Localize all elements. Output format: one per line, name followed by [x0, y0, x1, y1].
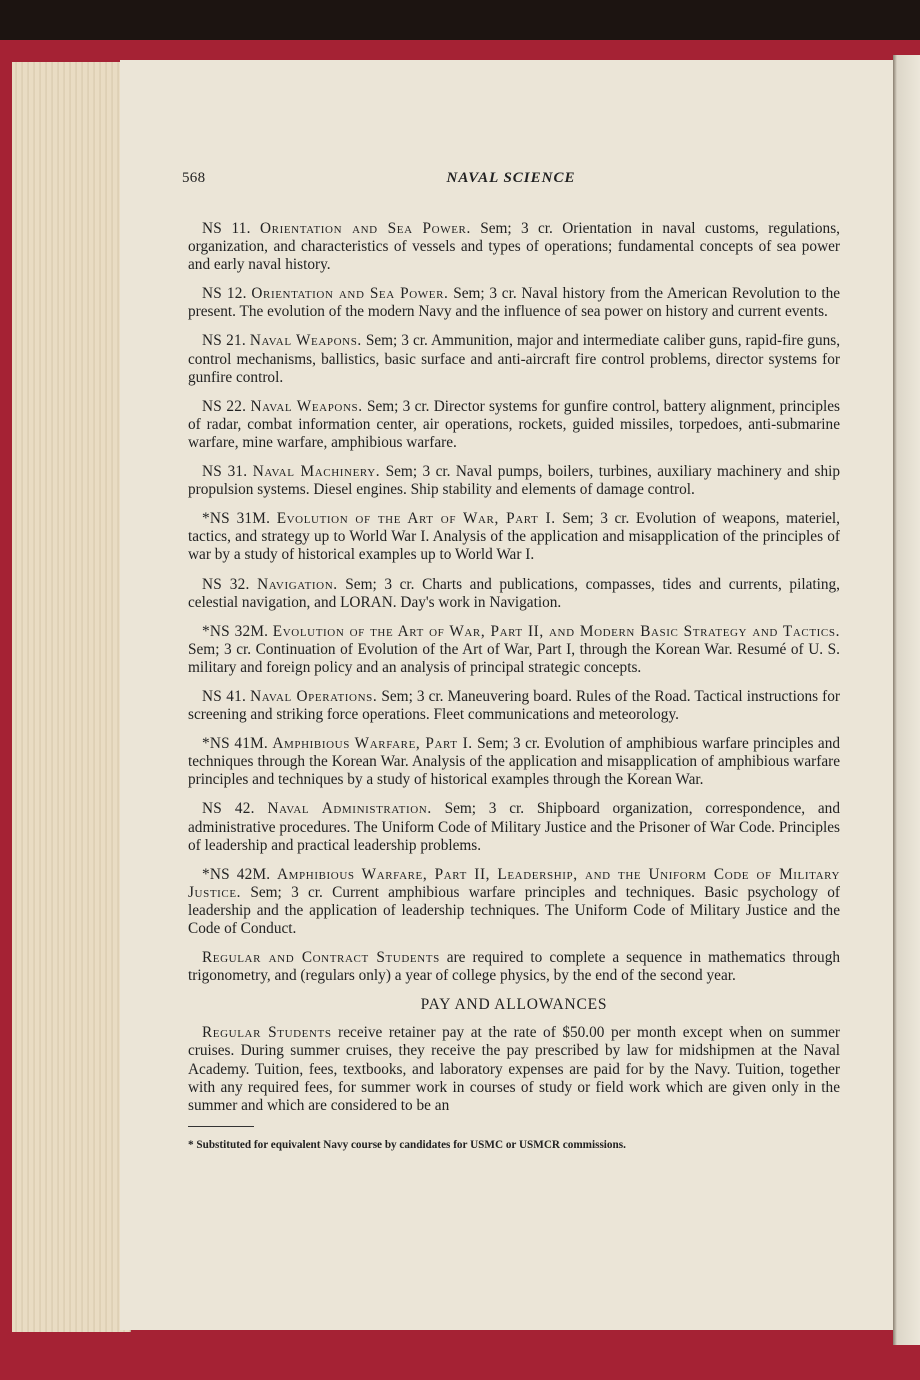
regular-contract-text: are required to complete a sequence in mathematics through trigonometry, and (regulars only) a year of college physics, by the end of the second year. [188, 949, 840, 985]
course-description: Sem; 3 cr. Orientation in naval customs, regulations, organization, and characteristics of vessels and types of operations; fundamental concepts of sea power and early naval history. [188, 220, 840, 274]
course-entry [188, 398, 840, 452]
course-code: NS 12. [202, 285, 247, 303]
course-code: NS 32. [202, 575, 250, 593]
course-entry [188, 576, 840, 612]
course-title: Evolution of the Art of War, Part I. [276, 510, 556, 528]
course-entry [188, 220, 840, 274]
book-page [120, 60, 893, 1330]
course-title: Navigation. [257, 575, 338, 593]
course-list [188, 220, 840, 938]
course-entry [188, 800, 840, 854]
page-edges [12, 62, 131, 1332]
course-description: Sem; 3 cr. Current amphibious warfare principles and techniques. Basic psychology of leadership and the application of leadership techniques. The Uniform Code of Military Justice and the Code of Conduct. [188, 883, 840, 937]
course-code: *NS 32M. [202, 622, 269, 640]
course-code: NS 31. [202, 463, 248, 481]
course-title: Amphibious Warfare, Part I. [272, 735, 473, 753]
course-description: Sem; 3 cr. Evolution of amphibious warfare principles and techniques through the Korean War. Analysis of the application and misapplication of amphibious warfare principles and techniques by a study of historical examples through the Korean War. [188, 735, 840, 789]
course-entry [188, 866, 840, 938]
pay-text: receive retainer pay at the rate of $50.00 per month except when on summer cruises. During summer cruises, they receive the pay prescribed by law for midshipmen at the Naval Academy. Tuition, fees, textbooks, and laboratory expenses are paid for by the Navy. Tuition, together with any required fees, for summer work in courses of study or field work which are given only in the summer and which are considered to be an [188, 1024, 840, 1114]
course-entry [188, 463, 840, 499]
section-heading: PAY AND ALLOWANCES [420, 996, 608, 1014]
course-entry [188, 623, 840, 677]
course-description: Sem; 3 cr. Shipboard organization, correspondence, and administrative procedures. The Uniform Code of Military Justice and the Prisoner of War Code. Principles of leadership and practical leadership problems. [188, 800, 840, 854]
course-entry [188, 688, 840, 724]
course-title: Naval Weapons. [249, 332, 362, 350]
course-title: Orientation and Sea Power. [251, 285, 449, 303]
course-code: *NS 42M. [202, 865, 271, 883]
page-body [188, 220, 840, 1163]
page-header [182, 170, 840, 194]
course-description: Sem; 3 cr. Director systems for gunfire control, battery alignment, principles of radar, combat information center, air operations, rockets, guided missiles, torpedoes, anti-submarine warfare, mine warfare, amphibious warfare. [188, 397, 841, 451]
pay-lead: Regular Students [202, 1024, 332, 1042]
course-title: Naval Machinery. [252, 463, 381, 481]
course-title: Orientation and Sea Power. [260, 220, 471, 237]
course-title: Naval Weapons. [250, 397, 363, 415]
course-title: Evolution of the Art of War, Part II, and Modern Basic Strategy and Tactics. [272, 622, 840, 640]
course-title: Naval Operations. [250, 687, 378, 705]
course-code: NS 21. [202, 332, 246, 350]
course-code: *NS 31M. [202, 510, 271, 528]
running-head: NAVAL SCIENCE [446, 170, 576, 186]
course-code: NS 42. [202, 800, 255, 818]
course-description: Sem; 3 cr. Ammunition, major and intermediate caliber guns, rapid-fire guns, control mechanisms, ballistics, basic surface and anti-aircraft fire control problems, director systems for gunfire control. [188, 332, 841, 386]
footnote-rule [188, 1126, 254, 1127]
facing-page-edge [893, 55, 920, 1345]
course-description: Sem; 3 cr. Continuation of Evolution of the Art of War, Part I, through the Korean War. Resumé of U. S. military and foreign policy and an analysis of principal strategic concepts. [188, 640, 840, 676]
footnote: * Substituted for equivalent Navy course by candidates for USMC or USMCR commissions. [188, 1139, 626, 1152]
course-title: Naval Administration. [267, 800, 432, 818]
course-title: Amphibious Warfare, Part II, Leadership, and the Uniform Code of Military Justice. [188, 865, 840, 901]
course-description: Sem; 3 cr. Evolution of weapons, materiel, tactics, and strategy up to World War I. Analysis of the application and misapplication of the principles of war by a study of historical examples up to World War I. [188, 510, 841, 564]
course-description: Sem; 3 cr. Maneuvering board. Rules of the Road. Tactical instructions for screening and striking force operations. Fleet communications and meteorology. [188, 687, 841, 724]
course-code: NS 41. [202, 687, 246, 705]
course-code: NS 22. [202, 397, 247, 415]
course-code: *NS 41M. [202, 735, 268, 753]
regular-contract-paragraph [188, 949, 840, 985]
course-description: Sem; 3 cr. Naval history from the American Revolution to the present. The evolution of the modern Navy and the influence of sea power on history and current events. [188, 285, 841, 321]
course-entry [188, 510, 840, 564]
regular-contract-lead: Regular and Contract Students [202, 949, 440, 967]
course-description: Sem; 3 cr. Charts and publications, compasses, tides and currents, pilating, celestial navigation, and LORAN. Day's work in Navigation. [188, 575, 840, 611]
course-code: NS 11. [202, 220, 251, 237]
pay-paragraph [188, 1024, 840, 1114]
course-entry [188, 735, 840, 789]
course-entry [188, 332, 840, 386]
page-number: 568 [182, 170, 206, 186]
course-description: Sem; 3 cr. Naval pumps, boilers, turbines, auxiliary machinery and ship propulsion systems. Diesel engines. Ship stability and elements of damage control. [188, 463, 841, 499]
course-entry [188, 285, 840, 321]
